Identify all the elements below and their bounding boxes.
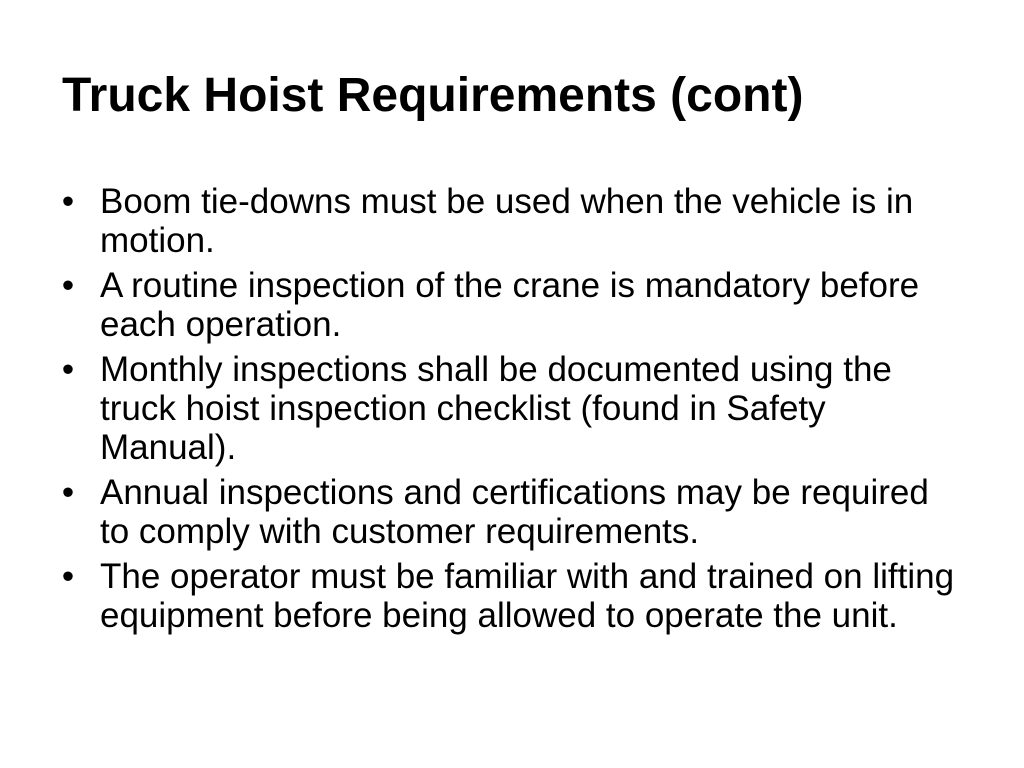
bullet-text: Annual inspections and certifications may be required to comply with customer requirements. (100, 473, 929, 551)
bullet-item (58, 473, 958, 551)
bullet-item (58, 266, 958, 344)
bullet-text: Boom tie-downs must be used when the vehicle is in motion. (100, 182, 914, 260)
bullet-item (58, 182, 958, 260)
bullet-icon: • (61, 473, 75, 512)
bullet-text: The operator must be familiar with and trained on lifting equipment before being allowed to operate the unit. (100, 557, 955, 635)
bullet-icon: • (61, 557, 75, 596)
bullet-text: Monthly inspections shall be documented using the truck hoist inspection checklist (found in Safety Manual). (100, 350, 892, 467)
slide-title: Truck Hoist Requirements (cont) (62, 69, 804, 122)
bullet-text: A routine inspection of the crane is mandatory before each operation. (100, 266, 920, 344)
bullet-item (58, 350, 958, 467)
bullet-icon: • (61, 266, 75, 305)
bullet-item (58, 557, 958, 635)
bullet-list (58, 182, 958, 641)
bullet-icon: • (61, 182, 75, 221)
bullet-icon: • (61, 350, 75, 389)
